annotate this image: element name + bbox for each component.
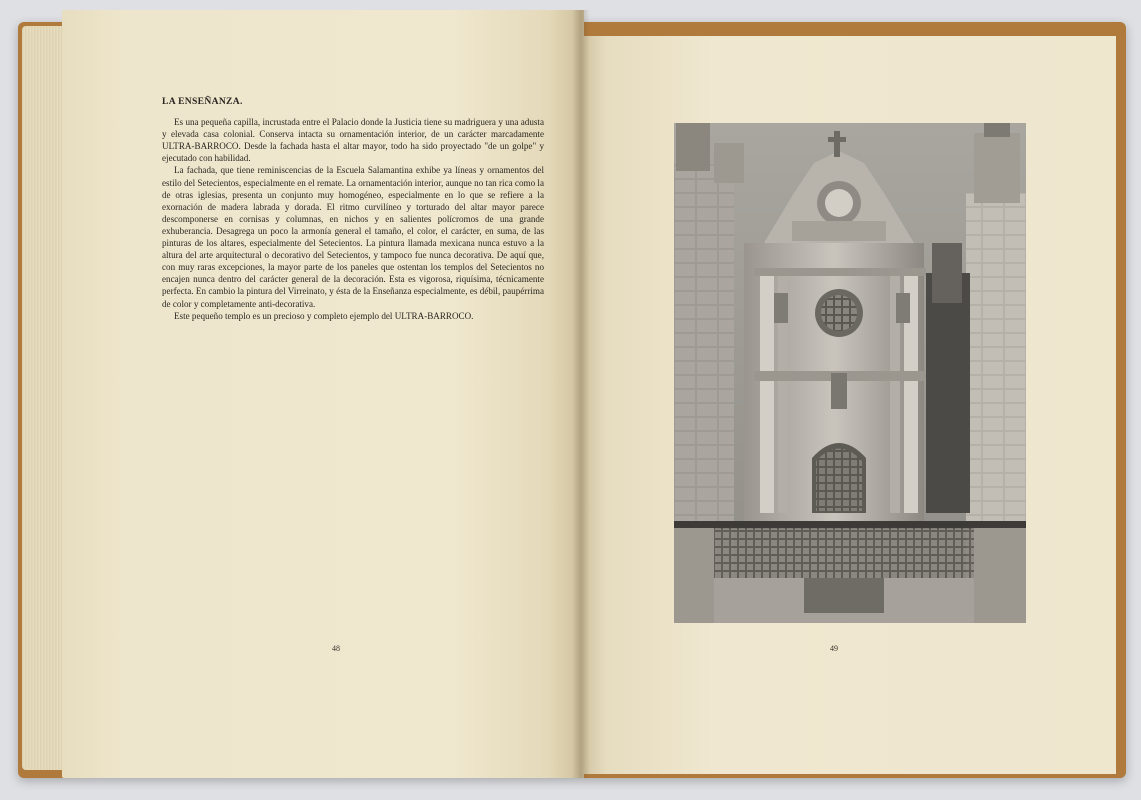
paragraph-2: La fachada, que tiene reminiscencias de la Escuela Salamantina exhibe ya líneas y ornamentos del estilo del Setecientos, especialmente en el remate. La ornamentación interior, aunque no tan rica como la de otras iglesias, presenta un conjunto muy homogéneo, especialmente en lo que se refiere a la exornación de madera labrada y dorada. El ritmo curvilíneo y torturado del altar mayor parece descomponerse en cornisas y columnas, en nichos y en salientes polícromos de una grande exhuberancia. Desagrega un poco la armonía general el tamaño, el color, el carácter, en suma, de las pinturas de los altares, especialmente del Setecientos. La pintura llamada mexicana nunca estuvo a la altura del arte arquitectural o decorativo del Setecientos, y tampoco fue nunca decorativa. De aquí que, con muy raras excepciones, la mayor parte de los paneles que ostentan los templos del Setecientos no encajen nunca dentro del carácter general de la decoración. Esta es vigorosa, riquísima, técnicamente perfecta. En cambio la pintura del Virreinato, y ésta de la Enseñanza especialmente, es débil, paupérrima de color y completamente anti-decorativa. [162, 165, 544, 309]
left-page-text [162, 96, 544, 322]
section-heading: LA ENSEÑANZA. [162, 96, 243, 107]
page-number-left: 48 [332, 644, 340, 653]
paragraph-1: Es una pequeña capilla, incrustada entre el Palacio donde la Justicia tiene su madriguera y una adusta y elevada casa colonial. Conserva intacta su ornamentación interior, de un carácter marcadamente ULTRA-BARROCO. Desde la fachada hasta el altar mayor, todo ha sido proyectado "de un golpe" y ejecutado con habilidad. [162, 117, 544, 164]
paragraph-3: Este pequeño templo es un precioso y completo ejemplo del ULTRA-BARROCO. [174, 310, 474, 321]
church-facade-photo [674, 123, 1026, 623]
book-gutter [572, 10, 590, 778]
page-number-right: 49 [830, 644, 838, 653]
